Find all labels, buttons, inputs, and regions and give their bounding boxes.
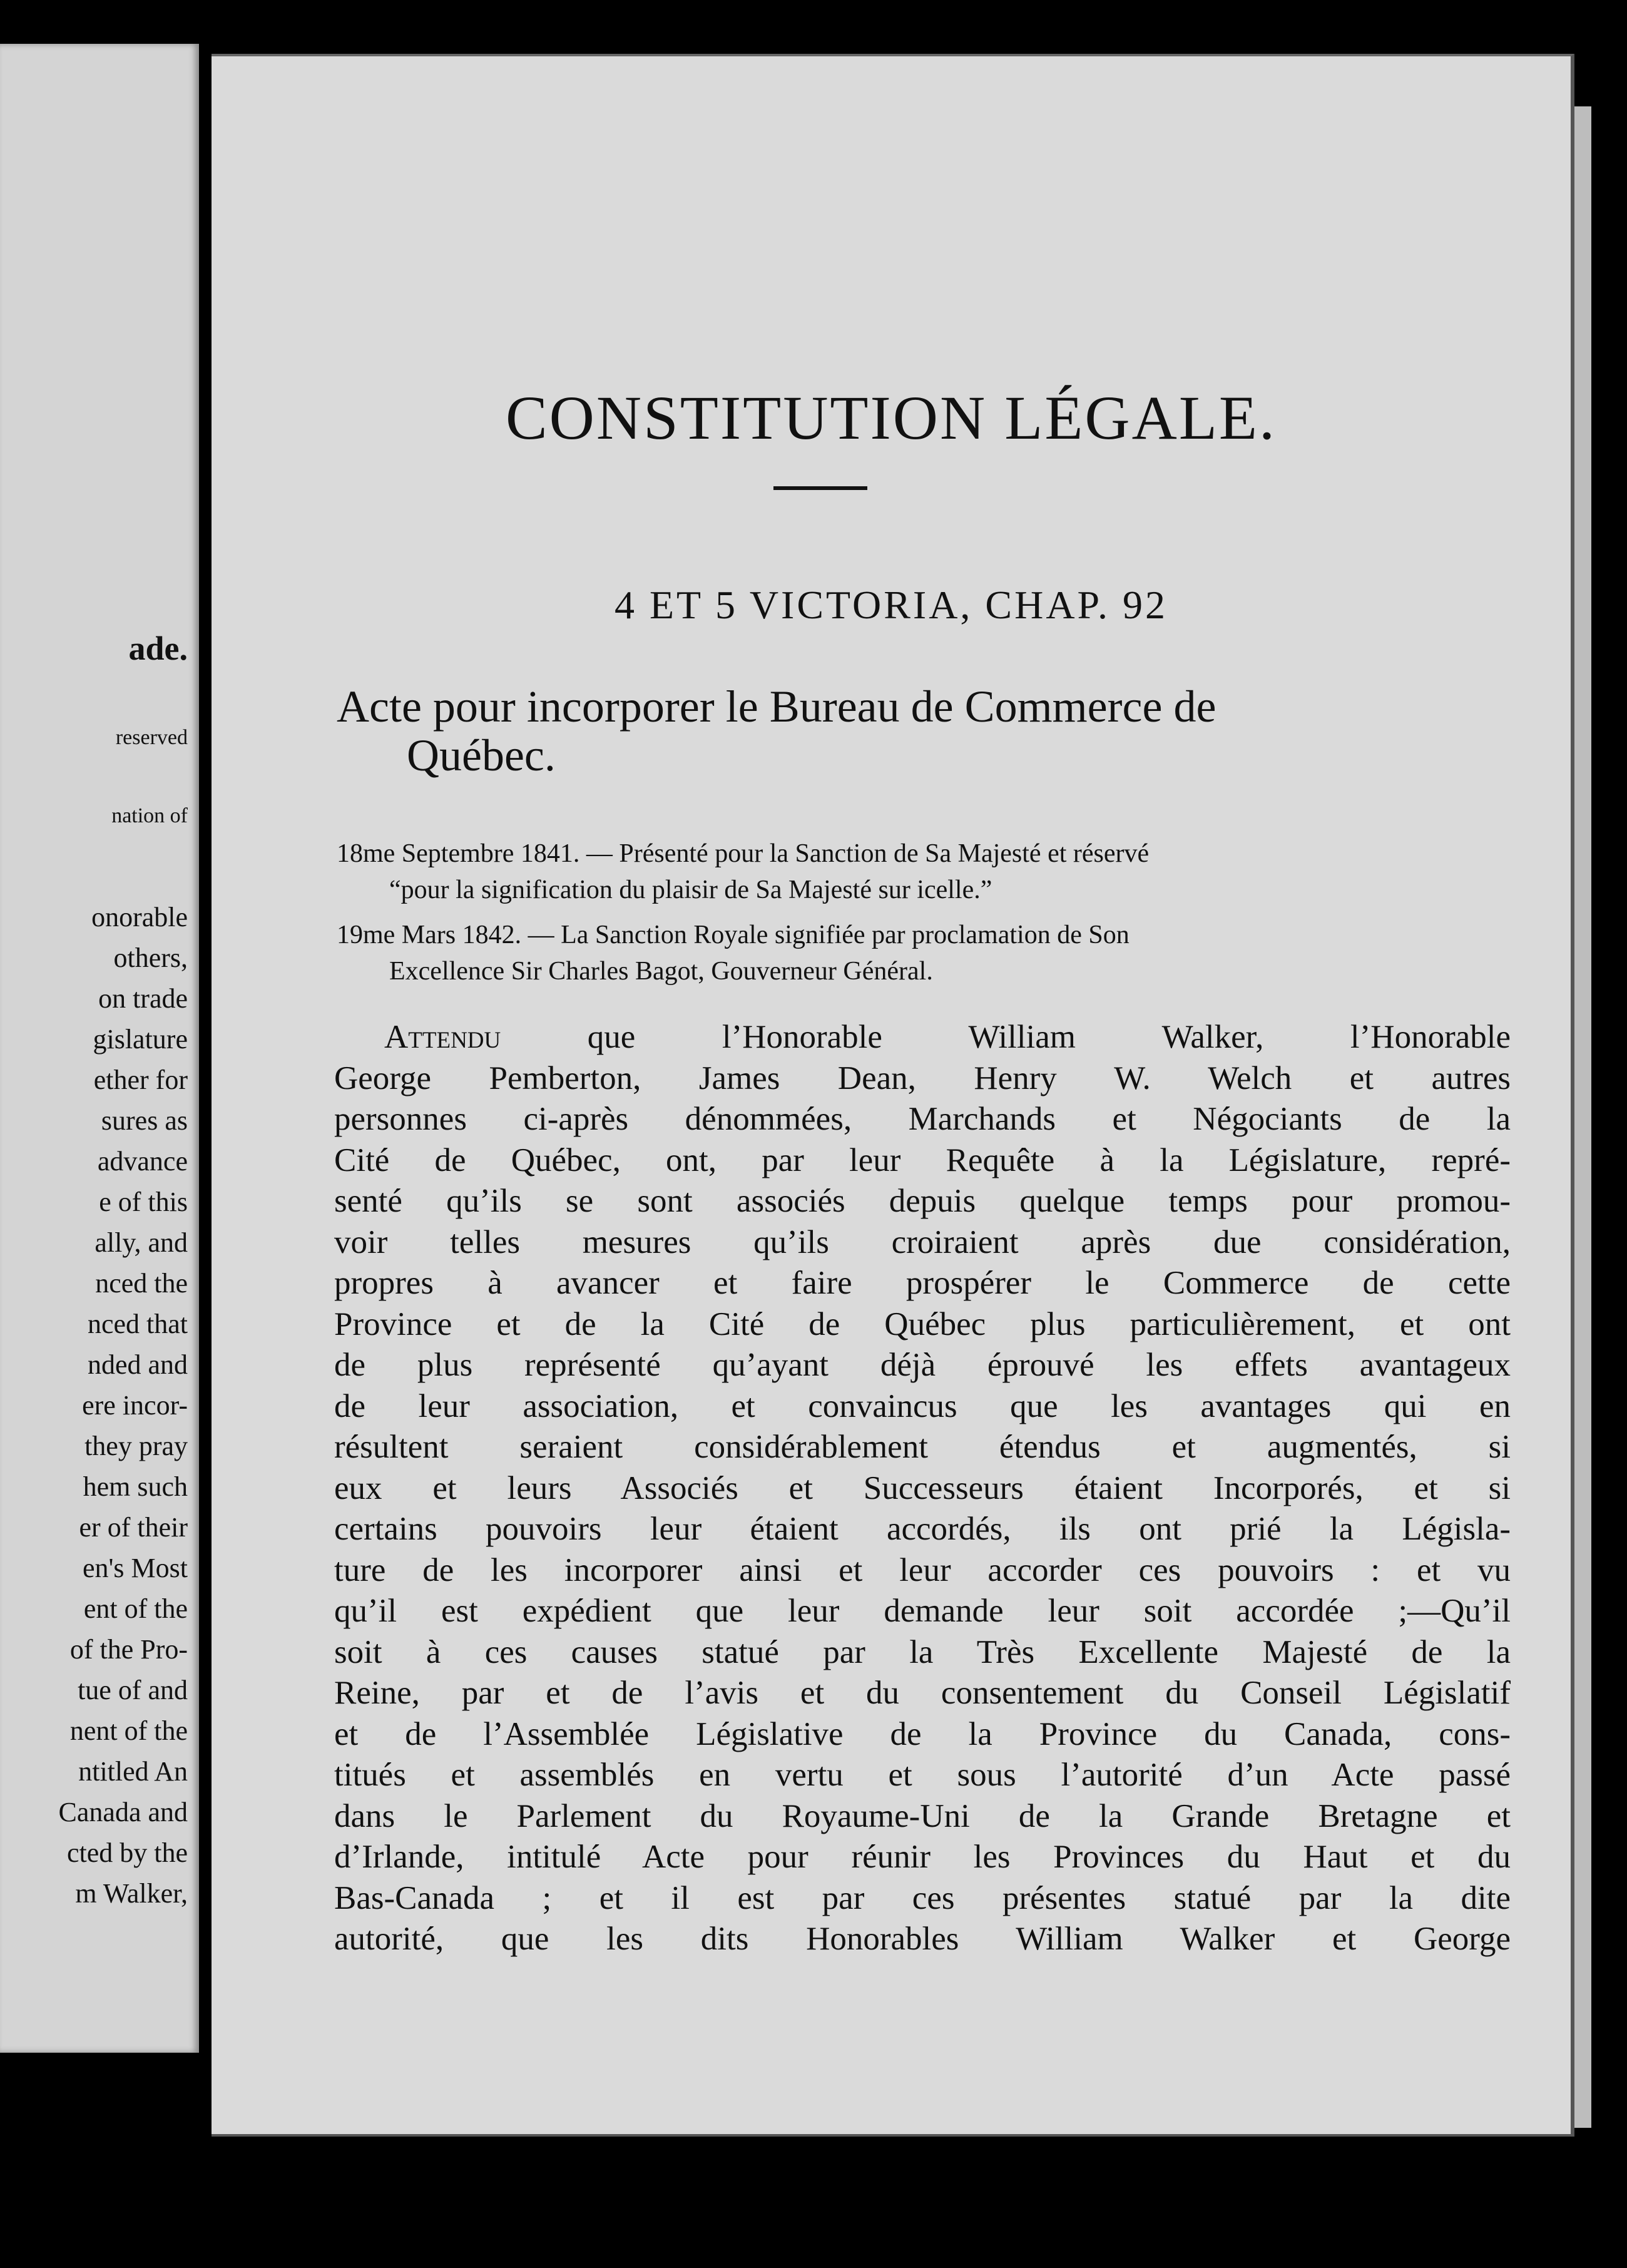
- left-page-fragment: ere incor-: [82, 1390, 188, 1421]
- left-page-fragment: Canada and: [58, 1797, 188, 1827]
- left-page-fragment: they pray: [84, 1431, 188, 1461]
- body-line: qu’il est expédient que leur demande leur soit accordée ;—Qu’il: [334, 1593, 1511, 1629]
- left-page-fragment: hem such: [83, 1471, 188, 1502]
- body-line: eux et leurs Associés et Successeurs étaient Incorporés, et si: [334, 1469, 1511, 1506]
- body-line: soit à ces causes statué par la Très Excellente Majesté de la: [334, 1633, 1511, 1670]
- body-line: résultent seraient considérablement étendus et augmentés, si: [334, 1429, 1511, 1465]
- left-page-fragment: ally, and: [94, 1227, 188, 1258]
- left-page-fragment: onorable: [91, 902, 188, 932]
- left-page-fragment: ade.: [128, 630, 188, 667]
- act-title: [337, 682, 1513, 780]
- body-line: et de l’Assemblée Législative de la Province du Canada, cons-: [334, 1715, 1511, 1752]
- body-line: propres à avancer et faire prospérer le Commerce de cette: [334, 1265, 1511, 1301]
- body-line: titués et assemblés en vertu et sous l’autorité d’un Acte passé: [334, 1757, 1511, 1793]
- left-page-fragment: advance: [97, 1146, 188, 1177]
- body-line: voir telles mesures qu’ils croiraient après due considération,: [334, 1223, 1511, 1260]
- assent-note-rest: “pour la signification du plaisir de Sa Majesté sur icelle.”: [389, 876, 992, 904]
- left-page-fragment: reserved: [115, 726, 188, 749]
- left-page-fragment: nced that: [87, 1309, 188, 1339]
- book-spine-gutter: [199, 0, 212, 2268]
- body-first-word: Attendu: [384, 1019, 501, 1055]
- main-page: [212, 54, 1574, 2137]
- left-page-fragment: of the Pro-: [69, 1634, 188, 1665]
- left-page-fragment: m Walker,: [75, 1878, 188, 1909]
- assent-note: [337, 917, 1513, 989]
- page-title: CONSTITUTION LÉGALE.: [505, 383, 1277, 452]
- left-page-fragment: e of this: [99, 1187, 188, 1217]
- left-page-fragment: nced the: [95, 1268, 188, 1299]
- left-page-fragment: sures as: [101, 1105, 188, 1136]
- left-page-fragment: nded and: [87, 1349, 188, 1380]
- body-line: ture de les incorporer ainsi et leur accorder ces pouvoirs : et vu: [334, 1551, 1511, 1588]
- left-page-fragment: gislature: [93, 1024, 188, 1055]
- act-title-line: Québec.: [407, 730, 556, 780]
- left-page-fragment: others,: [113, 942, 188, 973]
- body-line: d’Irlande, intitulé Acte pour réunir les Provinces du Haut et du: [334, 1839, 1511, 1875]
- body-paragraph: [334, 1017, 1511, 1960]
- body-line: Attendu que l’Honorable William Walker, l’Honorable: [384, 1019, 1511, 1055]
- body-line: George Pemberton, James Dean, Henry W. Welch et autres: [334, 1060, 1511, 1096]
- act-title-line: Acte pour incorporer le Bureau de Commerce de: [337, 682, 1216, 732]
- body-line: senté qu’ils se sont associés depuis quelque temps pour promou-: [334, 1183, 1511, 1219]
- body-line: Province et de la Cité de Québec plus particulièrement, et ont: [334, 1305, 1511, 1342]
- left-page-fragment: nent of the: [69, 1715, 188, 1746]
- assent-note-lead: 18me Septembre 1841. — Présenté pour la Sanction de Sa Majesté et réservé: [337, 839, 1150, 868]
- assent-note-lead: 19me Mars 1842. — La Sanction Royale signifiée par proclamation de Son: [337, 921, 1130, 949]
- left-page-fragment: tue of and: [78, 1675, 188, 1705]
- body-line: Reine, par et de l’avis et du consentement du Conseil Législatif: [334, 1675, 1511, 1711]
- assent-note: [337, 835, 1513, 908]
- chapter-heading: 4 ET 5 VICTORIA, CHAP. 92: [614, 583, 1168, 627]
- left-page-fragment: on trade: [98, 983, 188, 1014]
- body-line: de leur association, et convaincus que les avantages qui en: [334, 1387, 1511, 1424]
- left-page-fragment: en's Most: [82, 1553, 188, 1583]
- left-page-fragment: cted by the: [66, 1837, 188, 1868]
- body-line: autorité, que les dits Honorables William Walker et George: [334, 1921, 1511, 1957]
- body-line: personnes ci-après dénommées, Marchands et Négociants de la: [334, 1101, 1511, 1137]
- left-page-fragment: ntitled An: [78, 1756, 188, 1787]
- body-line: de plus représenté qu’ayant déjà éprouvé les effets avantageux: [334, 1347, 1511, 1383]
- body-line: Cité de Québec, ont, par leur Requête à la Législature, repré-: [334, 1142, 1511, 1178]
- body-line: Bas-Canada ; et il est par ces présentes statué par la dite: [334, 1879, 1511, 1916]
- left-facing-page: [0, 44, 199, 2053]
- left-page-fragment: ether for: [93, 1065, 188, 1095]
- body-line: certains pouvoirs leur étaient accordés, ils ont prié la Législa-: [334, 1511, 1511, 1547]
- left-page-fragment: er of their: [79, 1512, 188, 1543]
- body-line: dans le Parlement du Royaume-Uni de la Grande Bretagne et: [334, 1797, 1511, 1834]
- assent-note-rest: Excellence Sir Charles Bagot, Gouverneur Général.: [389, 957, 933, 986]
- left-page-fragment: nation of: [111, 804, 188, 827]
- title-rule: [773, 486, 867, 490]
- left-page-fragment: ent of the: [83, 1593, 188, 1624]
